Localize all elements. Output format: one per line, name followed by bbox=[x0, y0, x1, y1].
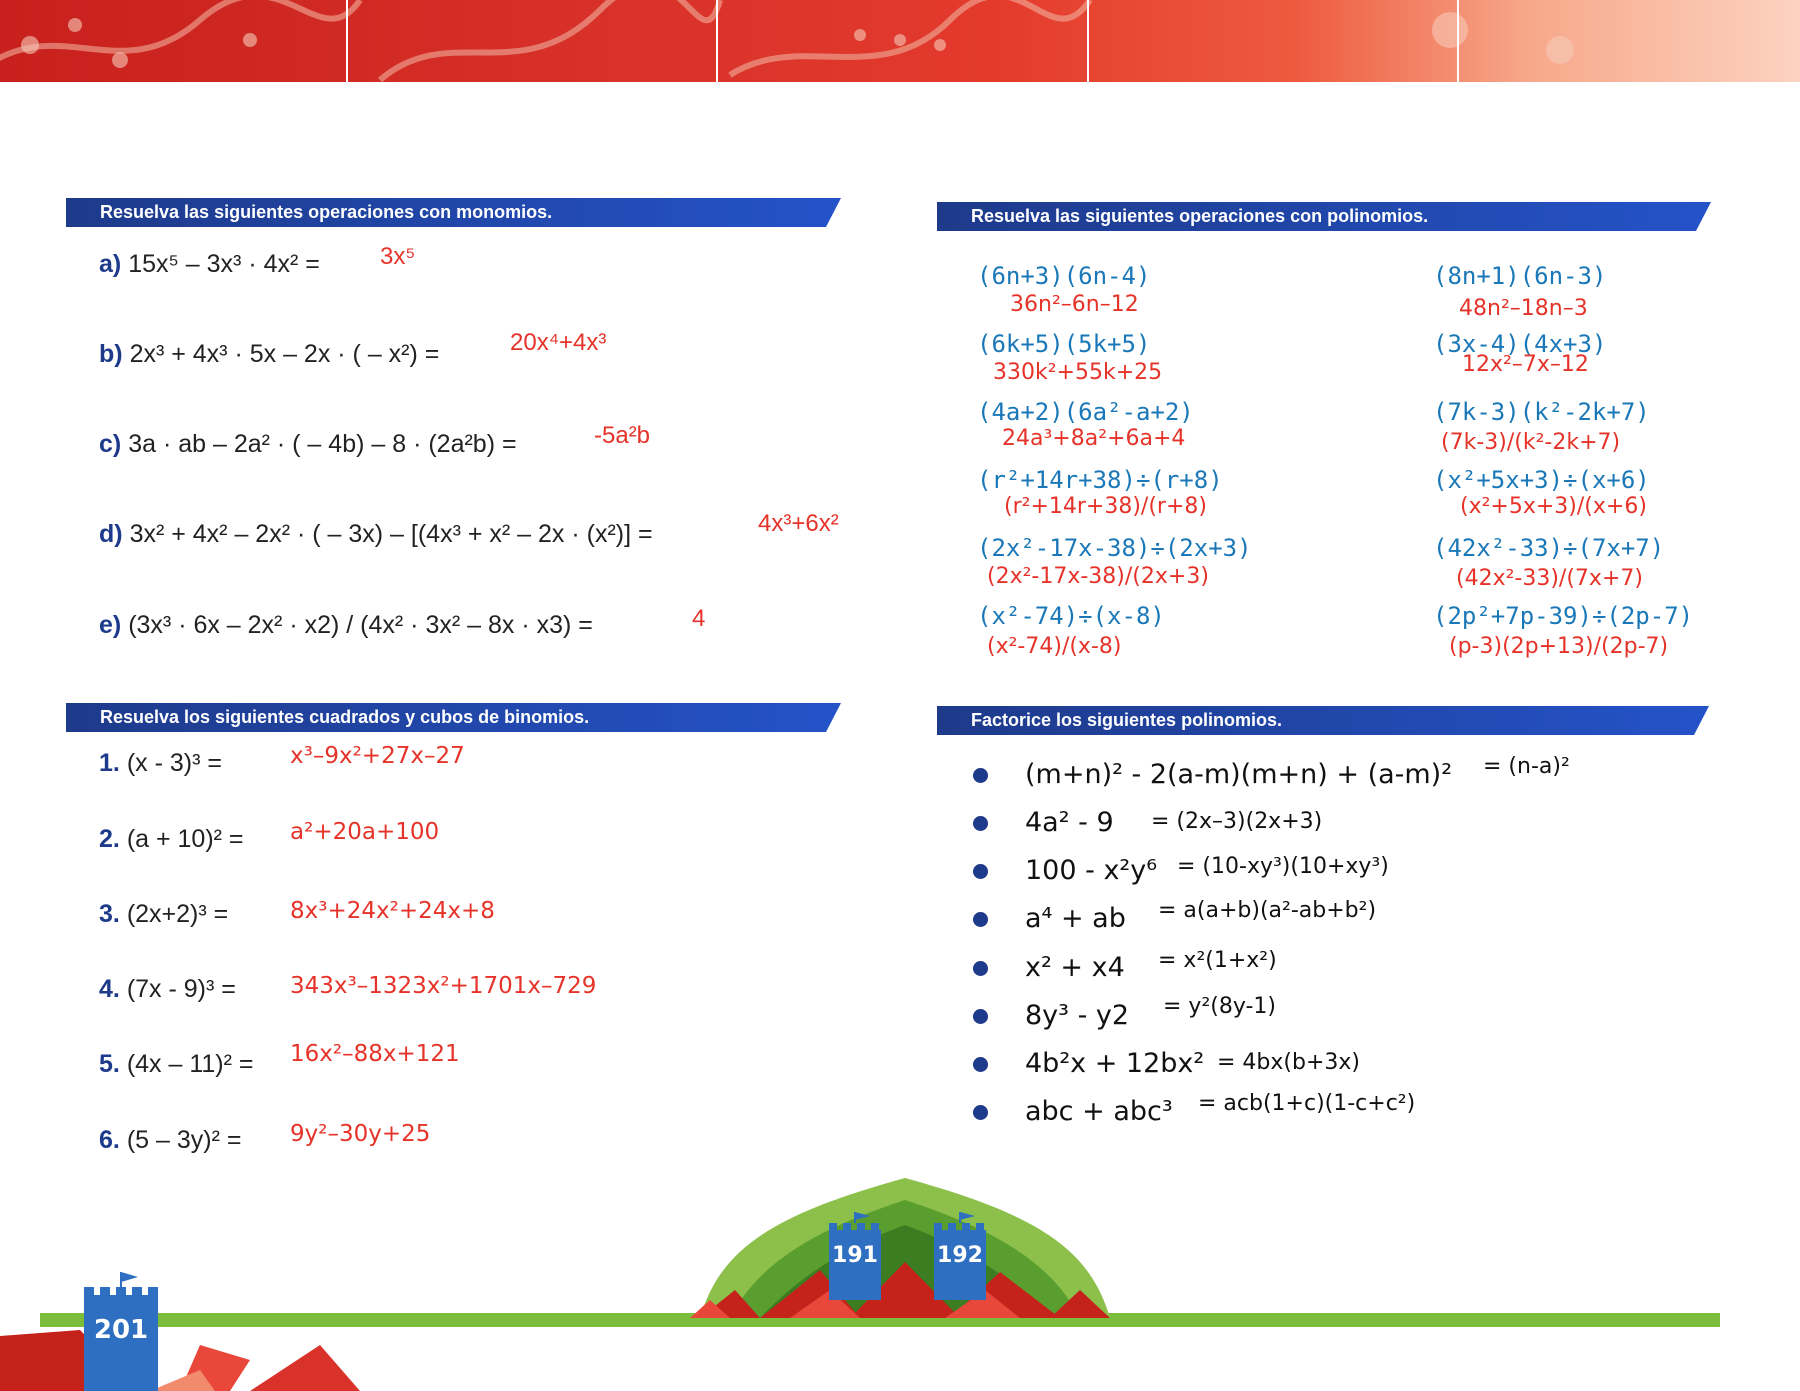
poly-expr-5: (4a+2)(6a²-a+2) bbox=[977, 398, 1194, 426]
expression: 15x⁵ – 3x³ · 4x² = bbox=[128, 250, 320, 278]
exercise-a: a) 15x⁵ – 3x³ · 4x² = bbox=[99, 250, 320, 278]
poly-answer-6: (7k-3)/(k²-2k+7) bbox=[1441, 430, 1621, 455]
poly-expr-10: (42x²-33)÷(7x+7) bbox=[1433, 534, 1665, 562]
expression: 2x³ + 4x³ · 5x – 2x · ( – x²) = bbox=[129, 340, 440, 368]
poly-answer-5: 24a³+8a²+6a+4 bbox=[1002, 426, 1186, 451]
poly-expr-6: (7k-3)(k²-2k+7) bbox=[1433, 398, 1650, 426]
expression: (x - 3)³ = bbox=[126, 749, 222, 777]
expression: (5 – 3y)² = bbox=[126, 1126, 242, 1154]
factor-answer-8: = acb(1+c)(1-c+c²) bbox=[1198, 1091, 1416, 1116]
binomio-4: 4. (7x - 9)³ = bbox=[99, 975, 236, 1003]
page-number: 201 bbox=[93, 1315, 149, 1345]
factor-expr-4: a⁴ + ab bbox=[1025, 903, 1126, 934]
binomio-2: 2. (a + 10)² = bbox=[99, 825, 244, 853]
bullet-icon bbox=[973, 816, 988, 831]
answer-b: 20x⁴+4x³ bbox=[510, 329, 607, 356]
exercise-b: b) 2x³ + 4x³ · 5x – 2x · ( – x²) = bbox=[99, 340, 440, 368]
exercise-c: c) 3a · ab – 2a² · ( – 4b) – 8 · (2a²b) = bbox=[99, 430, 517, 458]
expression: 3x² + 4x² – 2x² · ( – 3x) – [(4x³ + x² – 2x · (x²)] = bbox=[129, 520, 653, 548]
factor-answer-3: = (10-xy³)(10+xy³) bbox=[1177, 854, 1389, 879]
poly-expr-12: (2p²+7p-39)÷(2p-7) bbox=[1433, 602, 1694, 630]
poly-expr-8: (x²+5x+3)÷(x+6) bbox=[1433, 466, 1650, 494]
poly-answer-10: (42x²-33)/(7x+7) bbox=[1456, 566, 1643, 591]
top-banner bbox=[0, 0, 1800, 82]
answer-a: 3x⁵ bbox=[380, 243, 416, 270]
section-header-monomios bbox=[66, 198, 841, 227]
expression: (a + 10)² = bbox=[126, 825, 244, 853]
poly-answer-9: (2x²-17x-38)/(2x+3) bbox=[987, 564, 1209, 589]
tab-191[interactable]: 191 bbox=[832, 1243, 878, 1268]
poly-answer-11: (x²-74)/(x-8) bbox=[987, 634, 1122, 659]
poly-expr-3: (6k+5)(5k+5) bbox=[977, 330, 1151, 358]
section-header-factorice bbox=[937, 706, 1709, 735]
section-header-binomios bbox=[66, 703, 841, 732]
binomio-answer-2: a²+20a+100 bbox=[290, 819, 440, 845]
binomio-answer-3: 8x³+24x²+24x+8 bbox=[290, 898, 495, 924]
factor-expr-1: (m+n)² - 2(a-m)(m+n) + (a-m)² bbox=[1025, 759, 1453, 790]
answer-d: 4x³+6x² bbox=[758, 510, 839, 537]
section-title: Factorice los siguientes polinomios. bbox=[971, 710, 1283, 730]
poly-expr-9: (2x²-17x-38)÷(2x+3) bbox=[977, 534, 1252, 562]
footer-decoration bbox=[0, 1170, 1800, 1391]
section-title: Resuelva las siguientes operaciones con monomios. bbox=[100, 202, 553, 222]
binomio-answer-1: x³–9x²+27x–27 bbox=[290, 743, 465, 769]
expression: (2x+2)³ = bbox=[126, 900, 229, 928]
factor-answer-4: = a(a+b)(a²-ab+b²) bbox=[1158, 898, 1377, 923]
binomio-6: 6. (5 – 3y)² = bbox=[99, 1126, 242, 1154]
poly-expr-4: (3x-4)(4x+3) bbox=[1433, 330, 1607, 358]
poly-answer-2: 48n²–18n–3 bbox=[1459, 296, 1588, 321]
binomio-3: 3. (2x+2)³ = bbox=[99, 900, 229, 928]
poly-expr-2: (8n+1)(6n-3) bbox=[1433, 262, 1607, 290]
factor-answer-7: = 4bx(b+3x) bbox=[1217, 1050, 1360, 1075]
factor-expr-5: x² + x4 bbox=[1025, 952, 1125, 983]
poly-answer-1: 36n²–6n–12 bbox=[1010, 292, 1139, 317]
factor-answer-6: = y²(8y-1) bbox=[1163, 994, 1276, 1019]
expression: 3a · ab – 2a² · ( – 4b) – 8 · (2a²b) = bbox=[128, 430, 517, 458]
bullet-icon bbox=[973, 1057, 988, 1072]
poly-answer-4: 12x²–7x–12 bbox=[1462, 352, 1589, 377]
binomio-1: 1. (x - 3)³ = bbox=[99, 749, 222, 777]
bullet-icon bbox=[973, 768, 988, 783]
section-title: Resuelva los siguientes cuadrados y cubos de binomios. bbox=[100, 707, 590, 727]
exercise-e: e) (3x³ · 6x – 2x² · x2) / (4x² · 3x² – 8x · x3) = bbox=[99, 611, 593, 639]
factor-expr-3: 100 - x²y⁶ bbox=[1025, 855, 1158, 886]
section-title: Resuelva las siguientes operaciones con polinomios. bbox=[971, 206, 1429, 226]
factor-expr-6: 8y³ - y2 bbox=[1025, 1000, 1130, 1031]
expression: (4x – 11)² = bbox=[126, 1050, 254, 1078]
bullet-icon bbox=[973, 961, 988, 976]
bullet-icon bbox=[973, 912, 988, 927]
exercise-d: d) 3x² + 4x² – 2x² · ( – 3x) – [(4x³ + x² – 2x · (x²)] = bbox=[99, 520, 653, 548]
section-header-polinomios bbox=[937, 202, 1711, 231]
bullet-icon bbox=[973, 1105, 988, 1120]
answer-e: 4 bbox=[692, 605, 706, 632]
expression: (3x³ · 6x – 2x² · x2) / (4x² · 3x² – 8x · x3) = bbox=[128, 611, 593, 639]
bullet-icon bbox=[973, 864, 988, 879]
factor-expr-7: 4b²x + 12bx² bbox=[1025, 1048, 1205, 1079]
factor-expr-8: abc + abc³ bbox=[1025, 1096, 1173, 1127]
binomio-answer-6: 9y²–30y+25 bbox=[290, 1121, 431, 1147]
factor-answer-2: = (2x–3)(2x+3) bbox=[1151, 809, 1323, 834]
poly-expr-7: (r²+14r+38)÷(r+8) bbox=[977, 466, 1223, 494]
factor-expr-2: 4a² - 9 bbox=[1025, 807, 1114, 838]
binomio-answer-4: 343x³–1323x²+1701x–729 bbox=[290, 973, 597, 999]
poly-answer-3: 330k²+55k+25 bbox=[993, 360, 1163, 385]
binomio-5: 5. (4x – 11)² = bbox=[99, 1050, 254, 1078]
poly-answer-7: (r²+14r+38)/(r+8) bbox=[1004, 494, 1207, 519]
poly-expr-11: (x²-74)÷(x-8) bbox=[977, 602, 1165, 630]
expression: (7x - 9)³ = bbox=[126, 975, 236, 1003]
factor-answer-5: = x²(1+x²) bbox=[1158, 948, 1277, 973]
poly-answer-12: (p-3)(2p+13)/(2p-7) bbox=[1449, 634, 1669, 659]
factor-answer-1: = (n-a)² bbox=[1483, 754, 1570, 779]
poly-expr-1: (6n+3)(6n-4) bbox=[977, 262, 1151, 290]
answer-c: -5a²b bbox=[594, 422, 651, 449]
binomio-answer-5: 16x²–88x+121 bbox=[290, 1041, 460, 1067]
poly-answer-8: (x²+5x+3)/(x+6) bbox=[1460, 494, 1647, 519]
bullet-icon bbox=[973, 1009, 988, 1024]
tab-192[interactable]: 192 bbox=[937, 1243, 983, 1268]
